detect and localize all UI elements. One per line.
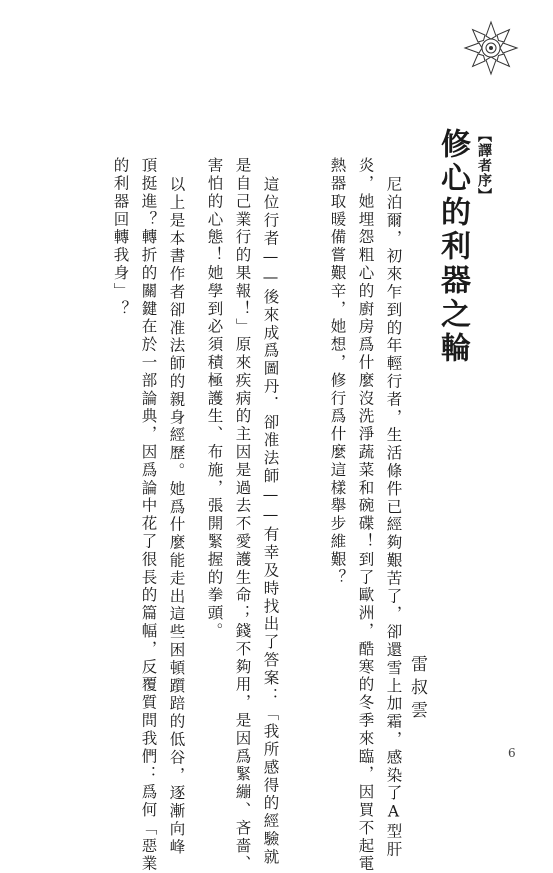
section-tag: 【譯者序】 [476,128,492,203]
body-line: 的利器回轉我身」？ [111,157,130,319]
author-name: 雷叔雲 [407,655,427,724]
page-number: 6 [508,746,516,760]
lotus-mandala-icon [463,20,519,76]
page-title: 修心的利器之輪 [435,128,470,366]
body-line: 熱器取暖備嘗艱辛，她想，修行爲什麼這樣舉步維艱？ [328,157,347,587]
body-line: 是自己業行的果報！」原來疾病的主因是過去不愛護生命；錢不夠用，是因爲緊繃、吝嗇、 [233,157,252,873]
body-line: 這位行者——後來成爲圖丹．卻准法師——有幸及時找出了答案：「我所感得的經驗就 [261,176,280,867]
body-line: 害怕的心態！她學到必須積極護生、布施，張開緊握的拳頭。 [205,157,224,641]
body-line: 炎，她埋怨粗心的廚房爲什麼沒洗淨蔬菜和碗碟！到了歐洲，酷寒的冬季來臨，因買不起電 [356,157,375,873]
body-line: 尼泊爾，初來乍到的年輕行者，生活條件已經夠艱苦了，卻還雪上加霜，感染了A型肝 [384,176,403,859]
body-line: 頂挺進？轉折的關鍵在於一部論典，因爲論中花了很長的篇幅，反覆質問我們：爲何「惡業 [139,157,158,873]
body-line: 以上是本書作者卻准法師的親身經歷。她爲什麼能走出這些困頓躓踣的低谷，逐漸向峰 [167,176,186,857]
